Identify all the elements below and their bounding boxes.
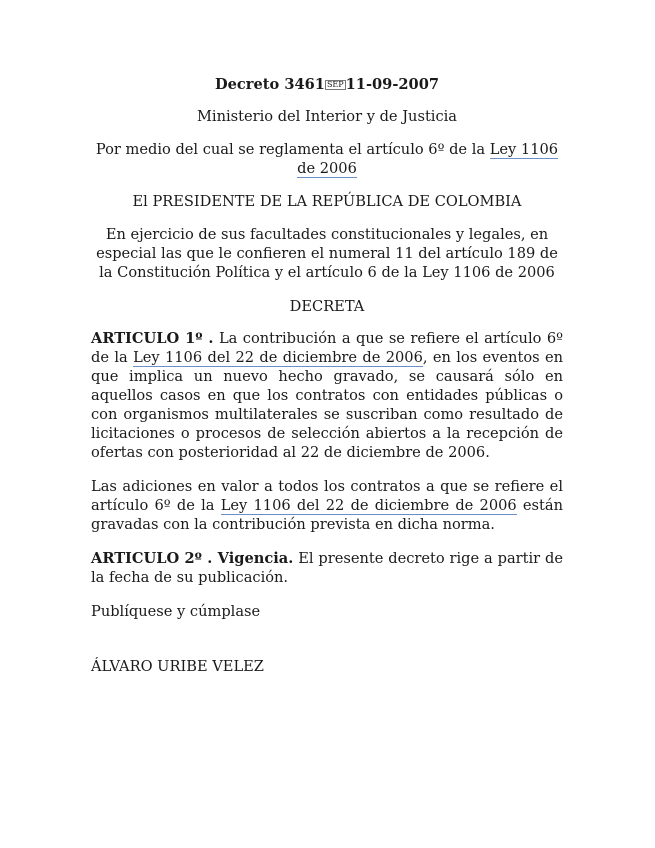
signature-name: ÁLVARO URIBE VELEZ <box>91 658 264 675</box>
faculties-paragraph: En ejercicio de sus facultades constitucionales y legales, en especial las que le confieren el numeral 11 del artículo 189 de la Constitución Política y el artículo 6 de la Ley 1106 de 2006 <box>96 226 558 281</box>
decree-title <box>91 75 563 94</box>
decree-date: 11-09-2007 <box>345 76 440 93</box>
article-2-text: El presente decreto rige a partir de la fecha de su publicación. <box>91 550 563 586</box>
article-1-text-b: , en los eventos en que implica un nuevo hecho gravado, se causará sólo en aquellos casos en que los contratos con entidades públicas o con organismos multilaterales se suscriban como resultado de licitaciones o procesos de selección abiertos a la recepción de ofertas con posterioridad al 22 de diciembre de 2006. <box>91 349 563 461</box>
president-heading: El PRESIDENTE DE LA REPÚBLICA DE COLOMBIA <box>132 193 522 210</box>
ley-1106-link-article-1[interactable]: Ley 1106 del 22 de diciembre de 2006 <box>133 349 423 366</box>
decree-purpose-text: Por medio del cual se reglamenta el artículo 6º de la <box>95 141 486 158</box>
decree-purpose <box>91 140 563 178</box>
document-page <box>91 70 563 676</box>
separator-glyph: SEP <box>326 80 344 89</box>
article-1-text-a: La contribución a que se refiere el artículo 6º de la <box>91 330 563 366</box>
paragraph-additions-text-a: Las adiciones en valor a todos los contratos a que se refiere el artículo 6º de la <box>91 478 563 514</box>
article-2 <box>91 549 563 587</box>
article-1-heading: ARTICULO 1º . <box>91 330 214 347</box>
decreta-heading: DECRETA <box>289 298 365 315</box>
paragraph-additions <box>91 477 563 534</box>
ley-1106-link-purpose[interactable]: Ley 1106 de 2006 <box>297 141 559 177</box>
article-1 <box>91 329 563 462</box>
decree-title-text: Decreto 3461 <box>214 76 325 93</box>
article-2-heading: ARTICULO 2º . Vigencia. <box>91 550 294 567</box>
ministry-name: Ministerio del Interior y de Justicia <box>196 108 458 125</box>
ley-1106-link-additions[interactable]: Ley 1106 del 22 de diciembre de 2006 <box>220 497 517 514</box>
closing-formula: Publíquese y cúmplase <box>91 603 261 620</box>
paragraph-additions-text-b: están gravadas con la contribución prevista en dicha norma. <box>91 497 564 533</box>
